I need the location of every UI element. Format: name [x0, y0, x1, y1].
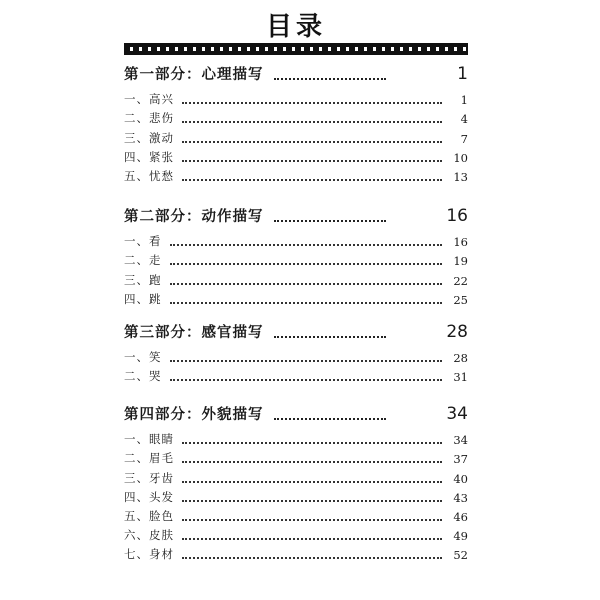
dot-leader: [170, 262, 443, 265]
entry-page-number: 4: [460, 112, 468, 127]
section-title: 第一部分：心理描写: [124, 67, 264, 83]
dot-leader: [274, 219, 386, 222]
entry-page-number: 34: [453, 433, 468, 448]
toc-section-2: [124, 200, 468, 307]
entry-page-number: 25: [453, 292, 468, 307]
entry-page-number: 10: [453, 150, 468, 165]
section-page-number: 28: [446, 322, 468, 342]
dot-leader: [182, 101, 442, 104]
entry-page-number: 19: [453, 254, 468, 269]
dot-leader: [182, 159, 442, 162]
toc-header: [124, 10, 468, 50]
entry-label: 一、看: [124, 234, 162, 249]
entry-label: 二、哭: [124, 369, 162, 384]
dot-leader: [274, 77, 386, 80]
entry-label: 四、紧张: [124, 149, 174, 164]
toc-section-4: [124, 398, 468, 562]
dot-leader: [274, 417, 386, 420]
dot-leader: [182, 460, 442, 463]
dot-leader: [170, 301, 443, 304]
toc-entry[interactable]: [124, 346, 468, 365]
entry-label: 六、皮肤: [124, 528, 174, 543]
toc-section-1: [124, 58, 468, 184]
entry-page-number: 43: [453, 490, 468, 505]
toc-entry[interactable]: [124, 288, 468, 307]
dot-leader: [182, 480, 442, 483]
toc-entry[interactable]: [124, 365, 468, 384]
dot-leader: [182, 518, 442, 521]
entry-label: 二、走: [124, 253, 162, 268]
toc-entry[interactable]: [124, 447, 468, 466]
dot-leader: [170, 378, 443, 381]
dot-leader: [182, 441, 442, 444]
section-heading[interactable]: [124, 316, 468, 342]
section-page-number: 1: [457, 64, 468, 84]
entry-label: 二、悲伤: [124, 111, 174, 126]
section-heading[interactable]: [124, 200, 468, 226]
entry-page-number: 46: [453, 509, 468, 524]
entry-label: 五、忧愁: [124, 168, 174, 183]
dot-leader: [182, 120, 442, 123]
dot-leader: [182, 499, 442, 502]
toc-entry[interactable]: [124, 88, 468, 107]
toc-entry[interactable]: [124, 146, 468, 165]
dot-leader: [170, 359, 443, 362]
toc-entry[interactable]: [124, 165, 468, 184]
entry-label: 五、脸色: [124, 508, 174, 523]
dot-leader: [182, 140, 442, 143]
toc-entry[interactable]: [124, 466, 468, 485]
section-heading[interactable]: [124, 58, 468, 84]
dot-leader: [170, 282, 443, 285]
toc-entry[interactable]: [124, 268, 468, 287]
entry-label: 四、头发: [124, 489, 174, 504]
entry-label: 三、激动: [124, 130, 174, 145]
entry-page-number: 13: [453, 169, 468, 184]
toc-entry[interactable]: [124, 543, 468, 562]
entry-page-number: 7: [460, 131, 468, 146]
entry-label: 一、高兴: [124, 92, 174, 107]
entry-page-number: 16: [453, 235, 468, 250]
toc-entry[interactable]: [124, 249, 468, 268]
page-title: 目录: [265, 12, 326, 42]
section-title: 第四部分：外貌描写: [124, 407, 264, 423]
entry-label: 七、身材: [124, 547, 174, 562]
toc-entry[interactable]: [124, 126, 468, 145]
section-heading[interactable]: [124, 398, 468, 424]
dot-leader: [182, 537, 442, 540]
dot-leader: [182, 178, 442, 181]
toc-section-3: [124, 316, 468, 384]
entry-label: 三、牙齿: [124, 470, 174, 485]
entry-label: 一、笑: [124, 350, 162, 365]
entry-page-number: 28: [453, 351, 468, 366]
entry-page-number: 52: [453, 548, 468, 563]
section-title: 第二部分：动作描写: [124, 209, 264, 225]
entry-label: 三、跑: [124, 272, 162, 287]
entry-label: 四、跳: [124, 291, 162, 306]
entry-label: 一、眼睛: [124, 432, 174, 447]
entry-label: 二、眉毛: [124, 451, 174, 466]
dot-leader: [182, 556, 442, 559]
entry-page-number: 37: [453, 452, 468, 467]
toc-entry[interactable]: [124, 486, 468, 505]
section-page-number: 34: [446, 404, 468, 424]
dot-leader: [170, 243, 443, 246]
film-strip-decoration: [124, 43, 468, 55]
toc-entry[interactable]: [124, 505, 468, 524]
toc-entry[interactable]: [124, 428, 468, 447]
entry-page-number: 22: [453, 273, 468, 288]
entry-page-number: 40: [453, 471, 468, 486]
toc-entry[interactable]: [124, 107, 468, 126]
entry-page-number: 31: [453, 370, 468, 385]
toc-entry[interactable]: [124, 524, 468, 543]
dot-leader: [274, 335, 386, 338]
toc-entry[interactable]: [124, 230, 468, 249]
entry-page-number: 1: [460, 93, 468, 108]
section-page-number: 16: [446, 206, 468, 226]
entry-page-number: 49: [453, 529, 468, 544]
section-title: 第三部分：感官描写: [124, 325, 264, 341]
